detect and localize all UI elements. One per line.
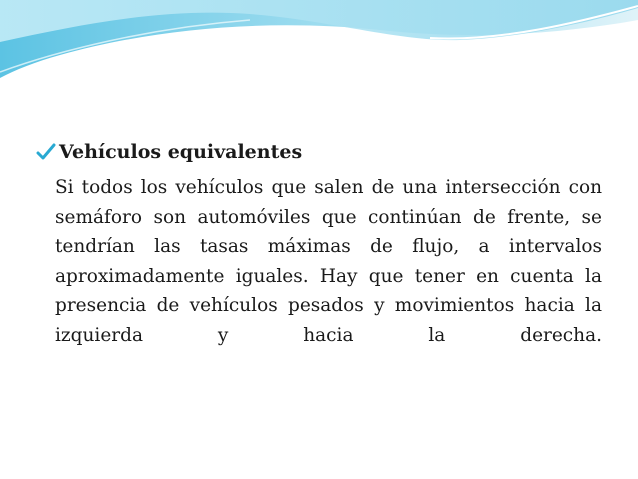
checkmark-icon — [36, 142, 56, 162]
header-wave-decoration — [0, 0, 638, 90]
body-paragraph: Si todos los vehículos que salen de una intersección con semáforo son automóviles que continúan de frente, se tendrían las tasas máximas de flujo, a intervalos aproximadamente iguales. Hay que tener en cuenta la presencia de vehículos pesados y movimientos hacia la izquierda y hacia la derecha. — [55, 177, 602, 346]
heading-text: Vehículos equivalentes — [59, 141, 303, 163]
slide-body — [36, 139, 602, 350]
bullet-heading — [36, 139, 602, 165]
